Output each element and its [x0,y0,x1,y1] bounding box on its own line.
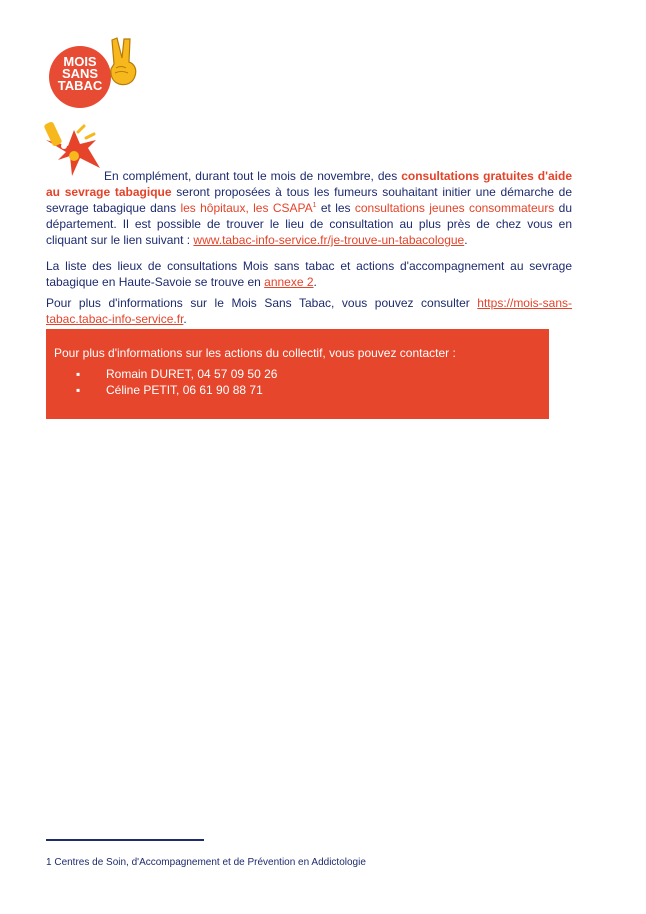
text-segment: Pour plus d'informations sur le Mois Sans Tabac, vous pouvez consulter [46,296,478,310]
text-segment: et les [316,201,355,215]
text-segment: . [313,275,317,289]
paragraph-consultations [46,168,572,248]
highlight-consultations-gratuites: consultations gratuites d'aide au sevrage tabagique [46,169,572,199]
contact-heading: Pour plus d'informations sur les actions du collectif, vous pouvez contacter : [54,346,456,360]
mois-sans-tabac-link[interactable]: https://mois-sans-tabac.tabac-info-service.fr [46,296,572,326]
footnote-separator [46,839,204,841]
logo-circle [49,46,111,108]
mois-sans-tabac-logo [46,36,136,106]
text-segment: La liste des lieux de consultations Mois sans tabac et actions d'accompagnement au sevrage tabagique en Haute-Savoie se trouve en [46,259,572,289]
text-segment: seront proposées à tous les fumeurs souhaitant initier une démarche de sevrage tabagique dans [46,185,572,215]
logo-line-sans: SANS [61,66,99,81]
footnote-text: Centres de Soin, d'Accompagnement et de Prévention en Addictologie [51,857,366,868]
tabacologue-link[interactable]: www.tabac-info-service.fr/je-trouve-un-tabacologue [193,233,465,247]
paragraph-liste-lieux [46,258,572,290]
text-segment: En complément, durant tout le mois de novembre, des [104,169,402,183]
annexe-2-link[interactable]: annexe 2 [264,275,314,289]
contact-item-petit: ▪ Céline PETIT, 06 61 90 88 71 [76,382,541,398]
text-segment: . [183,312,187,326]
contact-item-duret: ▪ Romain DURET, 04 57 09 50 26 [76,366,541,382]
contact-list [54,366,541,398]
footnote-number: 1 [46,857,52,868]
text-segment: du département. Il est possible de trouver le lieu de consultation au plus près de chez vous en cliquant sur le lien suivant : [46,201,572,247]
logo-line-mois: MOIS [63,54,97,69]
text-segment: . [464,233,468,247]
paragraph-plus-informations [46,295,572,327]
victory-hand-icon [104,36,140,88]
footnote [46,857,366,869]
highlight-hopitaux-csapa: les hôpitaux, les CSAPA [180,201,313,215]
footnote-ref[interactable]: 1 [312,202,317,209]
contact-box [46,329,549,419]
highlight-jeunes-consommateurs: consultations jeunes consommateurs [354,201,555,215]
logo-line-tabac: TABAC [57,78,103,93]
